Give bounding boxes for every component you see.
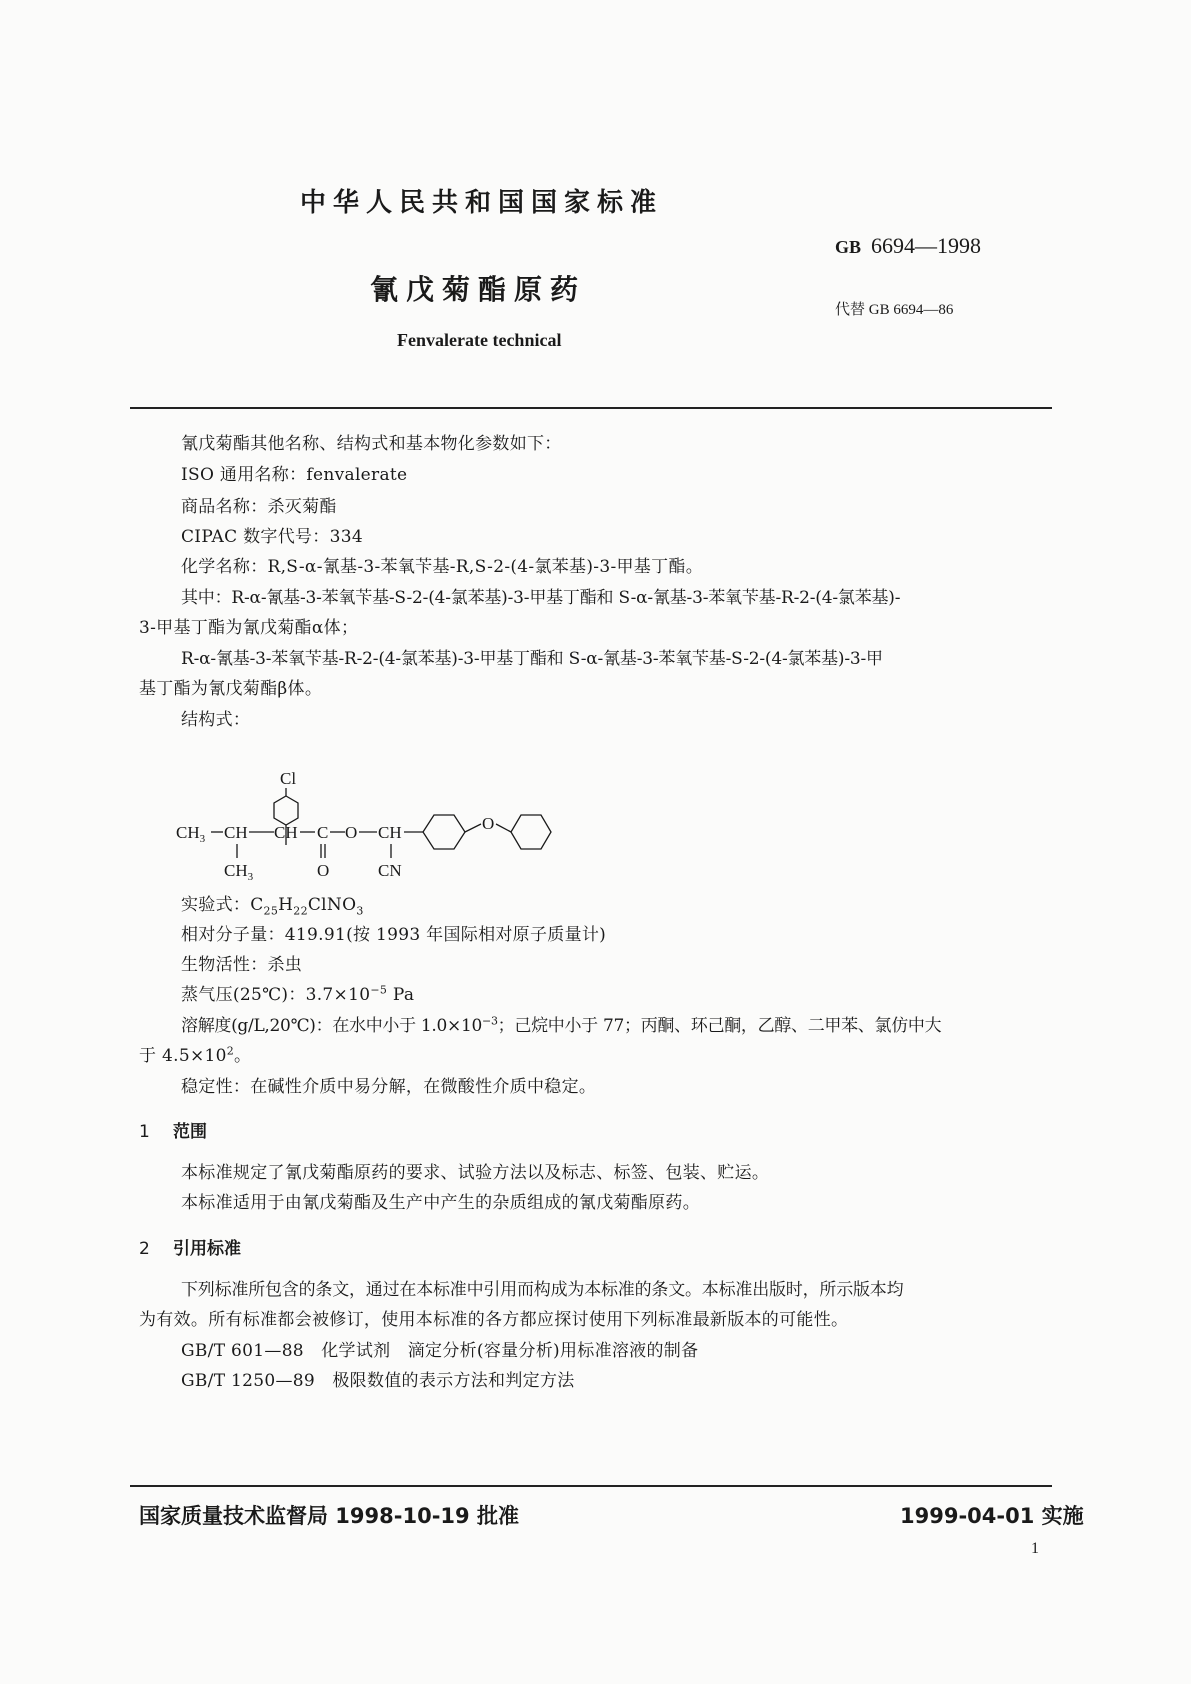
- structural-formula: [176, 769, 605, 886]
- section-2-title: 引用标准: [173, 1239, 241, 1259]
- national-standard-heading: 中华人民共和国国家标准: [300, 188, 664, 218]
- footer-divider: [130, 1485, 1052, 1487]
- section-1-title: 范围: [173, 1122, 207, 1142]
- ch-group: CH: [274, 823, 298, 842]
- section-1-number: 1: [139, 1122, 150, 1142]
- section-2-heading: [139, 1234, 241, 1259]
- document-title-cn: 氰戊菊酯原药: [370, 273, 587, 306]
- cipac-code: CIPAC 数字代号：334: [181, 527, 363, 547]
- document-title-en: Fenvalerate technical: [397, 330, 562, 350]
- empirical-formula: 实验式：$C_{25}H_{22}ClNO_3$: [181, 895, 364, 918]
- standard-prefix: GB: [835, 237, 862, 257]
- header-divider: [130, 407, 1052, 409]
- bond: [496, 824, 511, 832]
- ether-oxygen: O: [482, 814, 495, 833]
- phenoxy-ring: [423, 815, 465, 849]
- effective-date: 1999-04-01 实施: [900, 1504, 1084, 1528]
- replaces-standard: 代替 GB 6694—86: [835, 302, 954, 318]
- ch-group: CH: [378, 823, 402, 842]
- page-number: 1: [1031, 1540, 1039, 1557]
- iso-name: ISO 通用名称：fenvalerate: [181, 465, 408, 485]
- reference-item: GB/T 1250—89 极限数值的表示方法和判定方法: [181, 1371, 575, 1391]
- phenyl-ring: [511, 815, 551, 849]
- chlorophenyl-ring: [274, 796, 298, 825]
- alpha-isomer-line: 其中：R-α-氰基-3-苯氧苄基-S-2-(4-氯苯基)-3-甲基丁酯和 S-α-氰基-3-苯氧苄基-R-2-(4-氯苯基)-: [181, 588, 901, 608]
- ester-oxygen: O: [345, 823, 358, 842]
- carbonyl-oxygen: O: [317, 861, 330, 880]
- bond: [465, 824, 481, 832]
- ch-group: CH: [224, 823, 248, 842]
- references-paragraph: 下列标准所包含的条文，通过在本标准中引用而构成为本标准的条文。本标准出版时，所示版本均: [181, 1280, 904, 1300]
- ch3-left: $CH_3$: [176, 823, 206, 845]
- references-paragraph-cont: 为有效。所有标准都会被修订，使用本标准的各方都应探讨使用下列标准最新版本的可能性。: [139, 1310, 849, 1330]
- standard-number-value: 6694—1998: [871, 233, 982, 258]
- standard-number: [835, 233, 981, 259]
- chlorine-label: Cl: [280, 769, 297, 788]
- solubility: 溶解度(g/L,20℃)：在水中小于 $1.0\times 10^{-3}$；己烷中小于 77；丙酮、环己酮，乙醇、二甲苯、氯仿中大: [181, 1014, 942, 1036]
- stability: 稳定性：在碱性介质中易分解，在微酸性介质中稳定。: [181, 1077, 597, 1097]
- cyano-group: CN: [378, 861, 402, 880]
- intro-line: 氰戊菊酯其他名称、结构式和基本物化参数如下：: [181, 434, 562, 454]
- bioactivity: 生物活性：杀虫: [181, 955, 303, 975]
- trade-name: 商品名称：杀灭菊酯: [181, 497, 337, 517]
- alpha-isomer-line-cont: 3-甲基丁酯为氰戊菊酯α体；: [139, 618, 359, 638]
- beta-isomer-line-cont: 基丁酯为氰戊菊酯β体。: [139, 679, 323, 699]
- molecular-weight: 相对分子量：419.91(按 1993 年国际相对原子质量计): [181, 925, 607, 945]
- solubility-cont: 于 $4.5\times 10^2$。: [139, 1044, 252, 1066]
- beta-isomer-line: R-α-氰基-3-苯氧苄基-R-2-(4-氯苯基)-3-甲基丁酯和 S-α-氰基-3-苯氧苄基-S-2-(4-氯苯基)-3-甲: [181, 649, 883, 669]
- scope-paragraph-2: 本标准适用于由氰戊菊酯及生产中产生的杂质组成的氰戊菊酯原药。: [181, 1193, 700, 1213]
- ch3-branch: $CH_3$: [224, 861, 254, 883]
- chemical-name: 化学名称：R,S-α-氰基-3-苯氧苄基-R,S-2-(4-氯苯基)-3-甲基丁酯。: [181, 557, 703, 577]
- section-2-number: 2: [139, 1239, 150, 1259]
- section-1-heading: [139, 1117, 207, 1142]
- carbonyl-carbon: C: [317, 823, 329, 842]
- approval-line: 国家质量技术监督局 1998-10-19 批准: [139, 1504, 519, 1528]
- vapor-pressure: 蒸气压(25℃)：$3.7\times 10^{-5}$ Pa: [181, 983, 415, 1005]
- scope-paragraph-1: 本标准规定了氰戊菊酯原药的要求、试验方法以及标志、标签、包装、贮运。: [181, 1163, 770, 1183]
- structure-label: 结构式：: [181, 710, 251, 730]
- reference-item: GB/T 601—88 化学试剂 滴定分析(容量分析)用标准溶液的制备: [181, 1341, 699, 1361]
